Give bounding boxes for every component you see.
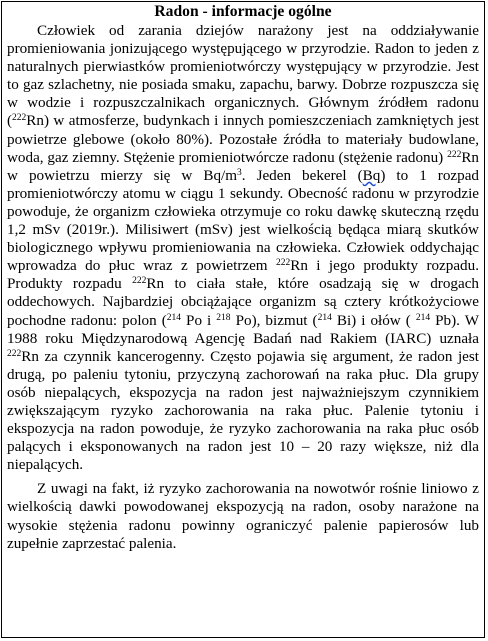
text-run: Rn to ciała stałe, które osadzają się w drogach oddechowych. Najbardziej obciążające organizm są cztery krótkożyciowe pochodne radonu: polon ( — [7, 275, 480, 329]
document-page — [1, 1, 485, 638]
spellcheck-underlined-word: Bq — [362, 166, 381, 184]
text-run: Rn i jego produkty rozpadu. Produkty rozpadu — [7, 257, 479, 293]
text-run: Rn za czynnik kancerogenny. Często pojawia się argument, że radon jest drugą, po paleniu tytoniu, przyczyną zachorowań na raka płuc. Dla grupy osób niepalących, ekspozycja na radon jest najważniejszym czynnikiem zwiększającym ryzyko zachorowania na raka płuc. Palenie tytoniu i ekspozycja na radon powoduje, że ryzyko zachorowania na raka płuc osób palących i eksponowanych na radon jest 10 – 20 razy większe, niż dla niepalących. — [7, 347, 479, 474]
isotope-superscript: 214 — [166, 312, 181, 323]
text-run: Rn) w atmosferze, budynkach i innych pomieszczeniach zamkniętych jest powietrze glebowe (około 80%). Pozostałe źródła to materiały budowlane, woda, gaz ziemny. Stężenie promieniotwórcze radonu (stężenie radonu) — [7, 112, 479, 166]
isotope-superscript: 218 — [216, 312, 231, 323]
paragraph-2: Z uwagi na fakt, iż ryzyko zachorowania na nowotwór rośnie liniowo z wielkością dawki powodowanej ekspozycją na radon, osoby narażone na wysokie stężenia radonu powinny ograniczyć palenie papierosów lub zupełnie zaprzestać palenia. — [7, 480, 479, 552]
isotope-superscript: 222 — [132, 276, 147, 287]
isotope-superscript: 222 — [447, 149, 462, 160]
text-run: Człowiek od zarania dziejów narażony jest na oddziaływanie promieniowania jonizującego występującego w przyrodzie. Radon to jeden z naturalnych pierwiastków promieniotwórczy występujący w przyrodzie. Jest to gaz szlachetny, nie posiada smaku, zapachu, barwy. Dobrze rozpuszcza się w wodzie i rozpuszczalnikach organicznych. Głównym źródłem radonu ( — [7, 22, 479, 130]
isotope-superscript: 222 — [7, 348, 22, 359]
unit-superscript: 3 — [237, 167, 242, 178]
text-run: Rn w powietrzu mierzy się w Bq/m — [7, 148, 479, 184]
text-run: Pb). W 1988 roku Międzynarodową Agencję Badań nad Rakiem (IARC) uznała — [7, 311, 480, 347]
document-title: Radon - informacje ogólne — [154, 3, 332, 20]
text-run: Bi) i ołów ( — [331, 311, 416, 329]
text-run: ) to 1 rozpad promieniotwórczy atomu w ciągu 1 sekundy. Obecność radonu w przyrodzie powoduje, że organizm człowieka otrzymuje co roku dawkę skuteczną rzędu 1,2 mSv (2019r.). Milisiwert (mSv) jest wielkością będąca miarą skutków biologicznego wpływu promieniowania na człowieka. Człowiek oddychając wprowadza do płuc wraz z powietrzem — [7, 166, 479, 275]
isotope-superscript: 222 — [12, 113, 27, 124]
isotope-superscript: 222 — [275, 258, 291, 269]
text-run: . Jeden bekerel ( — [241, 166, 363, 184]
text-run: Po), bizmut ( — [230, 311, 318, 329]
isotope-superscript: 214 — [415, 312, 431, 323]
paragraph-1 — [7, 22, 479, 474]
text-run: Po i — [181, 311, 217, 329]
isotope-superscript: 214 — [317, 312, 332, 323]
